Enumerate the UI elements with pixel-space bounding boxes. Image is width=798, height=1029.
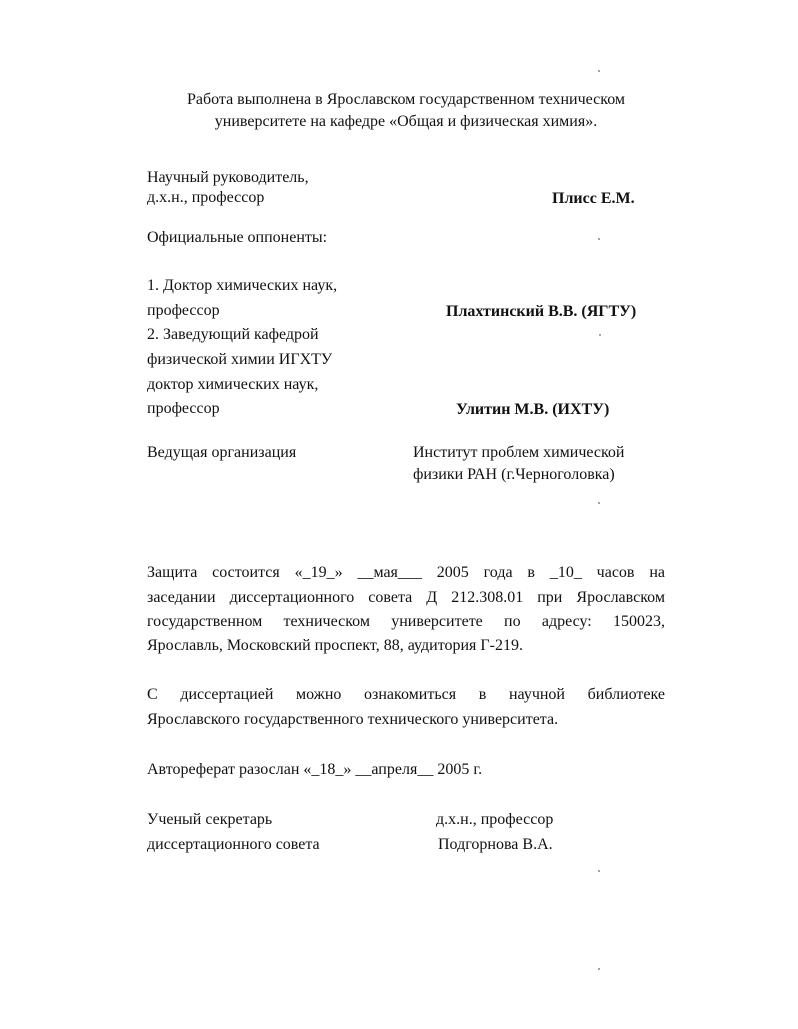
leading-org-line-1: Институт проблем химической <box>413 444 625 461</box>
leading-org-label: Ведущая организация <box>147 444 297 461</box>
scan-speck <box>599 334 601 336</box>
leading-org-line-2: физики РАН (г.Черноголовка) <box>413 466 615 483</box>
defense-line-4: Ярославль, Московский проспект, 88, аудитория Г-219. <box>147 637 523 654</box>
scan-speck <box>598 870 600 872</box>
opponent-2-line-4: профессор <box>147 400 220 417</box>
scan-speck <box>598 502 600 504</box>
opponent-2-line-1: 2. Заведующий кафедрой <box>147 326 319 343</box>
secretary-role-line-1: Ученый секретарь <box>147 811 273 828</box>
defense-line-2: заседании диссертационного совета Д 212.308.01 при Ярославском <box>147 589 665 606</box>
scan-speck <box>598 70 600 72</box>
opponents-heading: Официальные оппоненты: <box>147 229 328 246</box>
scan-speck <box>598 968 600 970</box>
opponent-1-line-1: 1. Доктор химических наук, <box>147 277 338 294</box>
header-line-1: Работа выполнена в Ярославском государственном техническом <box>186 91 626 108</box>
opponent-1-name: Плахтинский В.В. (ЯГТУ) <box>446 303 637 320</box>
opponent-1-line-2: профессор <box>147 302 220 319</box>
defense-line-3: государственном техническом университете по адресу: 150023, <box>147 613 665 630</box>
mailing-date: Автореферат разослан «_18_» __апреля__ 2005 г. <box>147 761 483 778</box>
scan-speck <box>598 238 600 240</box>
supervisor-name: Плисс Е.М. <box>552 190 635 207</box>
secretary-role-line-2: диссертационного совета <box>147 836 320 853</box>
library-line-2: Ярославского государственного технического университета. <box>147 711 559 728</box>
supervisor-role-line-1: Научный руководитель, <box>147 169 309 186</box>
header-line-2: университете на кафедре «Общая и физическая химия». <box>214 113 598 130</box>
supervisor-role-line-2: д.х.н., профессор <box>147 189 265 206</box>
secretary-title: д.х.н., профессор <box>436 811 554 828</box>
opponent-2-name: Улитин М.В. (ИХТУ) <box>456 401 610 418</box>
library-line-1: С диссертацией можно ознакомиться в научной библиотеке <box>147 686 665 703</box>
defense-line-1: Защита состоится «_19_» __мая___ 2005 года в _10_ часов на <box>147 564 665 581</box>
secretary-name: Подгорнова В.А. <box>438 836 553 853</box>
opponent-2-line-3: доктор химических наук, <box>147 376 319 393</box>
opponent-2-line-2: физической химии ИГХТУ <box>147 351 333 368</box>
